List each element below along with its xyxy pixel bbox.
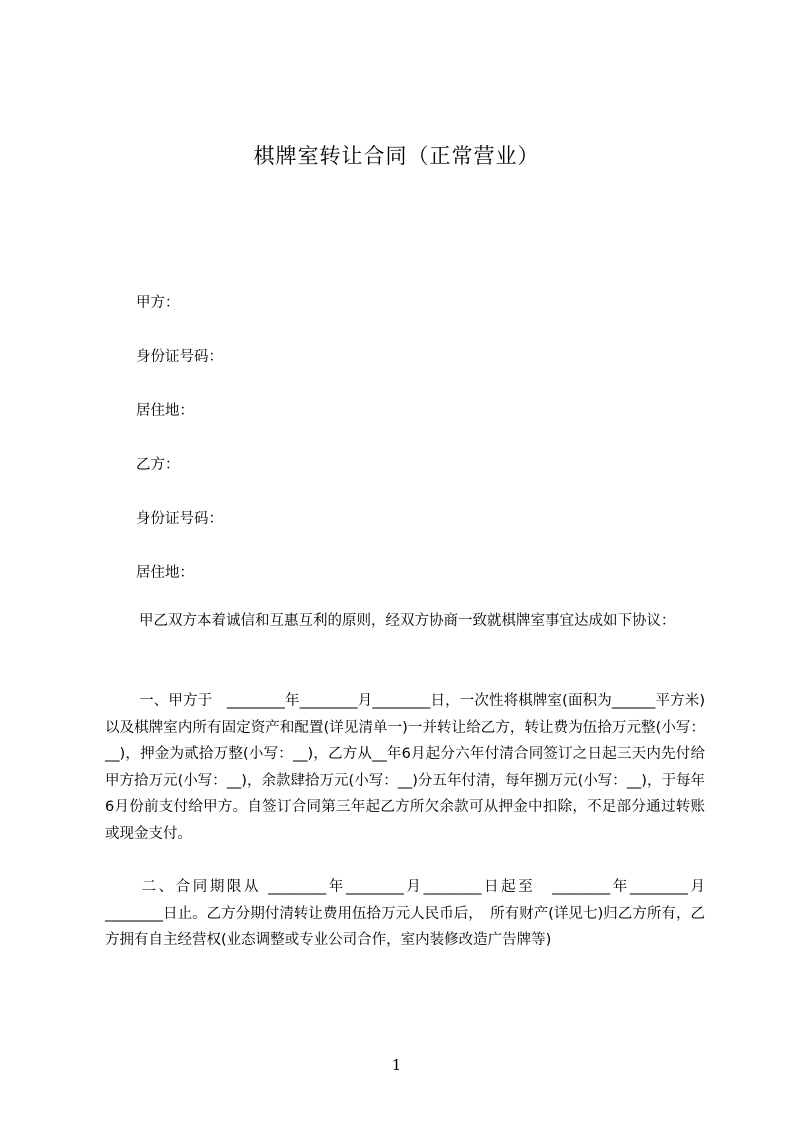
page-number: 1 — [391, 1056, 402, 1074]
party-b-address-label: 居住地： — [136, 565, 194, 581]
intro-text: 甲乙双方本着诚信和互惠互利的原则，经双方协商一致就棋牌室事宜达成如下协议： — [139, 613, 676, 629]
party-a-label: 甲方： — [136, 295, 180, 311]
clause-2-paragraph — [105, 874, 705, 954]
clause-2-text: 二、合同期限从 ________年________月________日起至 ________年________月________日止。乙方分期付清转让费用伍拾万元人民币后， 所有财产(详见七)归乙方所有，乙方拥有自主经营权(业态调整或专业公司合作，室内装修改造广告牌等) — [105, 879, 705, 948]
party-b-label: 乙方： — [136, 457, 180, 473]
document-title: 棋牌室转让合同（正常营业） — [253, 144, 540, 168]
clause-1-paragraph — [105, 688, 705, 847]
clause-1-text: 一、甲方于 ________年________月________日，一次性将棋牌室(面积为______平方米)以及棋牌室内所有固定资产和配置(详见清单一)一并转让给乙方，转让费为伍拾万元整(小写：__)，押金为贰拾万整(小写：__)，乙方从__年6月起分六年付清合同签订之日起三天内先付给甲方拾万元(小写：__)，余款肆拾万元(小写：__)分五年付清，每年捌万元(小写：__)，于每年6月份前支付给甲方。自签订合同第三年起乙方所欠余款可从押金中扣除，不足部分通过转账或现金支付。 — [105, 693, 705, 842]
party-a-id-label: 身份证号码： — [136, 349, 223, 365]
party-b-id-label: 身份证号码： — [136, 511, 223, 527]
intro-paragraph — [105, 608, 705, 635]
party-a-address-label: 居住地： — [136, 403, 194, 419]
